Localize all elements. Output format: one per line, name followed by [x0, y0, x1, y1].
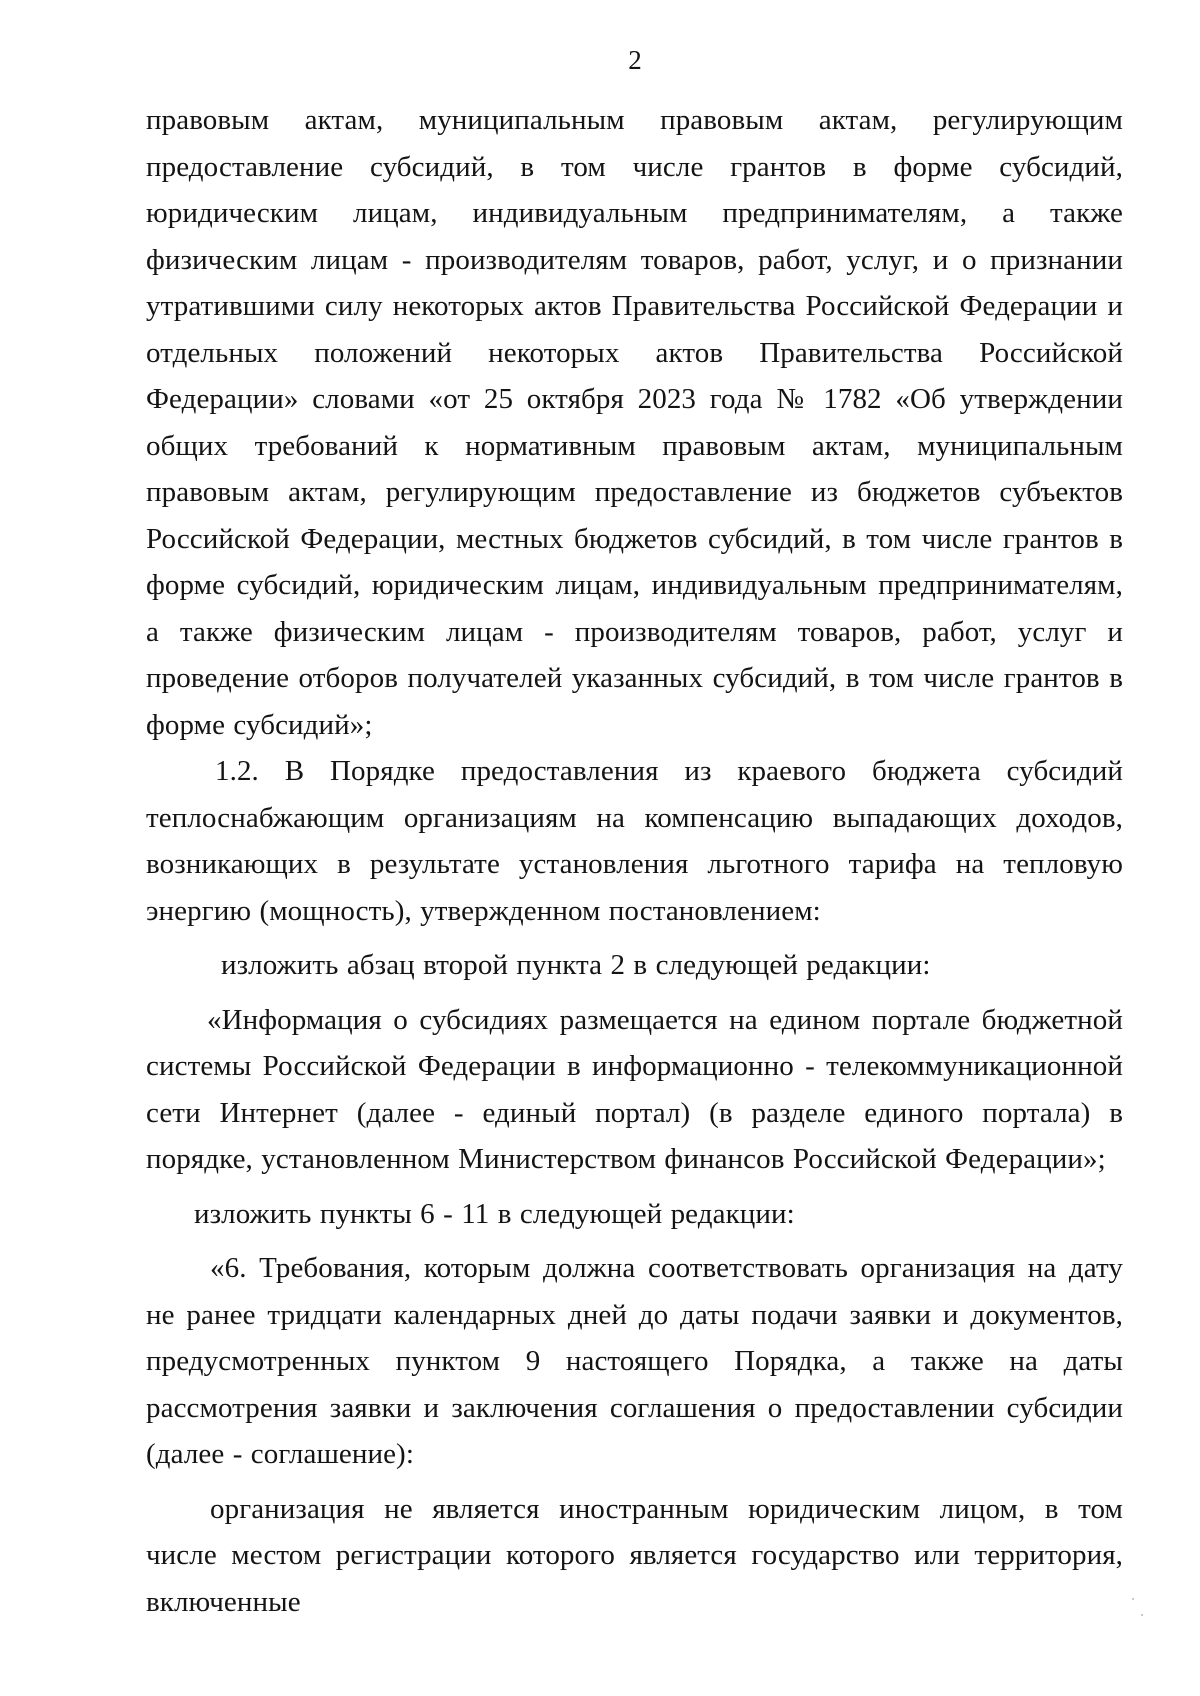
- paragraph-instruction-paragraph-2: изложить абзац второй пункта 2 в следующей редакции:: [221, 949, 931, 981]
- page-number: 2: [628, 45, 642, 75]
- paragraph-quoted-information: «Информация о субсидиях размещается на едином портале бюджетной системы Российской Федерации в информационно - телекоммуникационной сети Интернет (далее - единый портал) (в разделе единого портала) в порядке, установленном Министерством финансов Российской Федерации»;: [146, 1003, 1123, 1175]
- scan-speck: [1132, 1598, 1134, 1600]
- scan-speck: [1141, 1614, 1143, 1616]
- paragraph-item-1-2: 1.2. В Порядке предоставления из краевого бюджета субсидий теплоснабжающим организациям на компенсацию выпадающих доходов, возникающих в результате установления льготного тарифа на тепловую энергию (мощность), утвержденном постановлением:: [146, 755, 1123, 927]
- paragraph-instruction-items-6-11: изложить пункты 6 - 11 в следующей редакции:: [194, 1197, 795, 1230]
- document-body: [146, 97, 1123, 1625]
- paragraph-continuation: правовым актам, муниципальным правовым актам, регулирующим предоставление субсидий, в том числе грантов в форме субсидий, юридическим лицам, индивидуальным предпринимателям, а также физическим лицам - производителям товаров, работ, услуг, и о признании утратившими силу некоторых актов Правительства Российской Федерации и отдельных положений некоторых актов Правительства Российской Федерации» словами «от 25 октября 2023 года № 1782 «Об утверждении общих требований к нормативным правовым актам, муниципальным правовым актам, регулирующим предоставление из бюджетов субъектов Российской Федерации, местных бюджетов субсидий, в том числе грантов в форме субсидий, юридическим лицам, индивидуальным предпринимателям, а также физическим лицам - производителям товаров, работ, услуг и проведение отборов получателей указанных субсидий, в том числе грантов в форме субсидий»;: [146, 104, 1123, 741]
- paragraph-requirement-foreign-entity: организация не является иностранным юридическим лицом, в том числе местом регистрации которого является государство или территория, включенные: [146, 1492, 1123, 1618]
- paragraph-item-6-requirements: «6. Требования, которым должна соответствовать организация на дату не ранее тридцати календарных дней до даты подачи заявки и документов, предусмотренных пунктом 9 настоящего Порядка, а также на даты рассмотрения заявки и заключения соглашения о предоставлении субсидии (далее - соглашение):: [146, 1252, 1123, 1470]
